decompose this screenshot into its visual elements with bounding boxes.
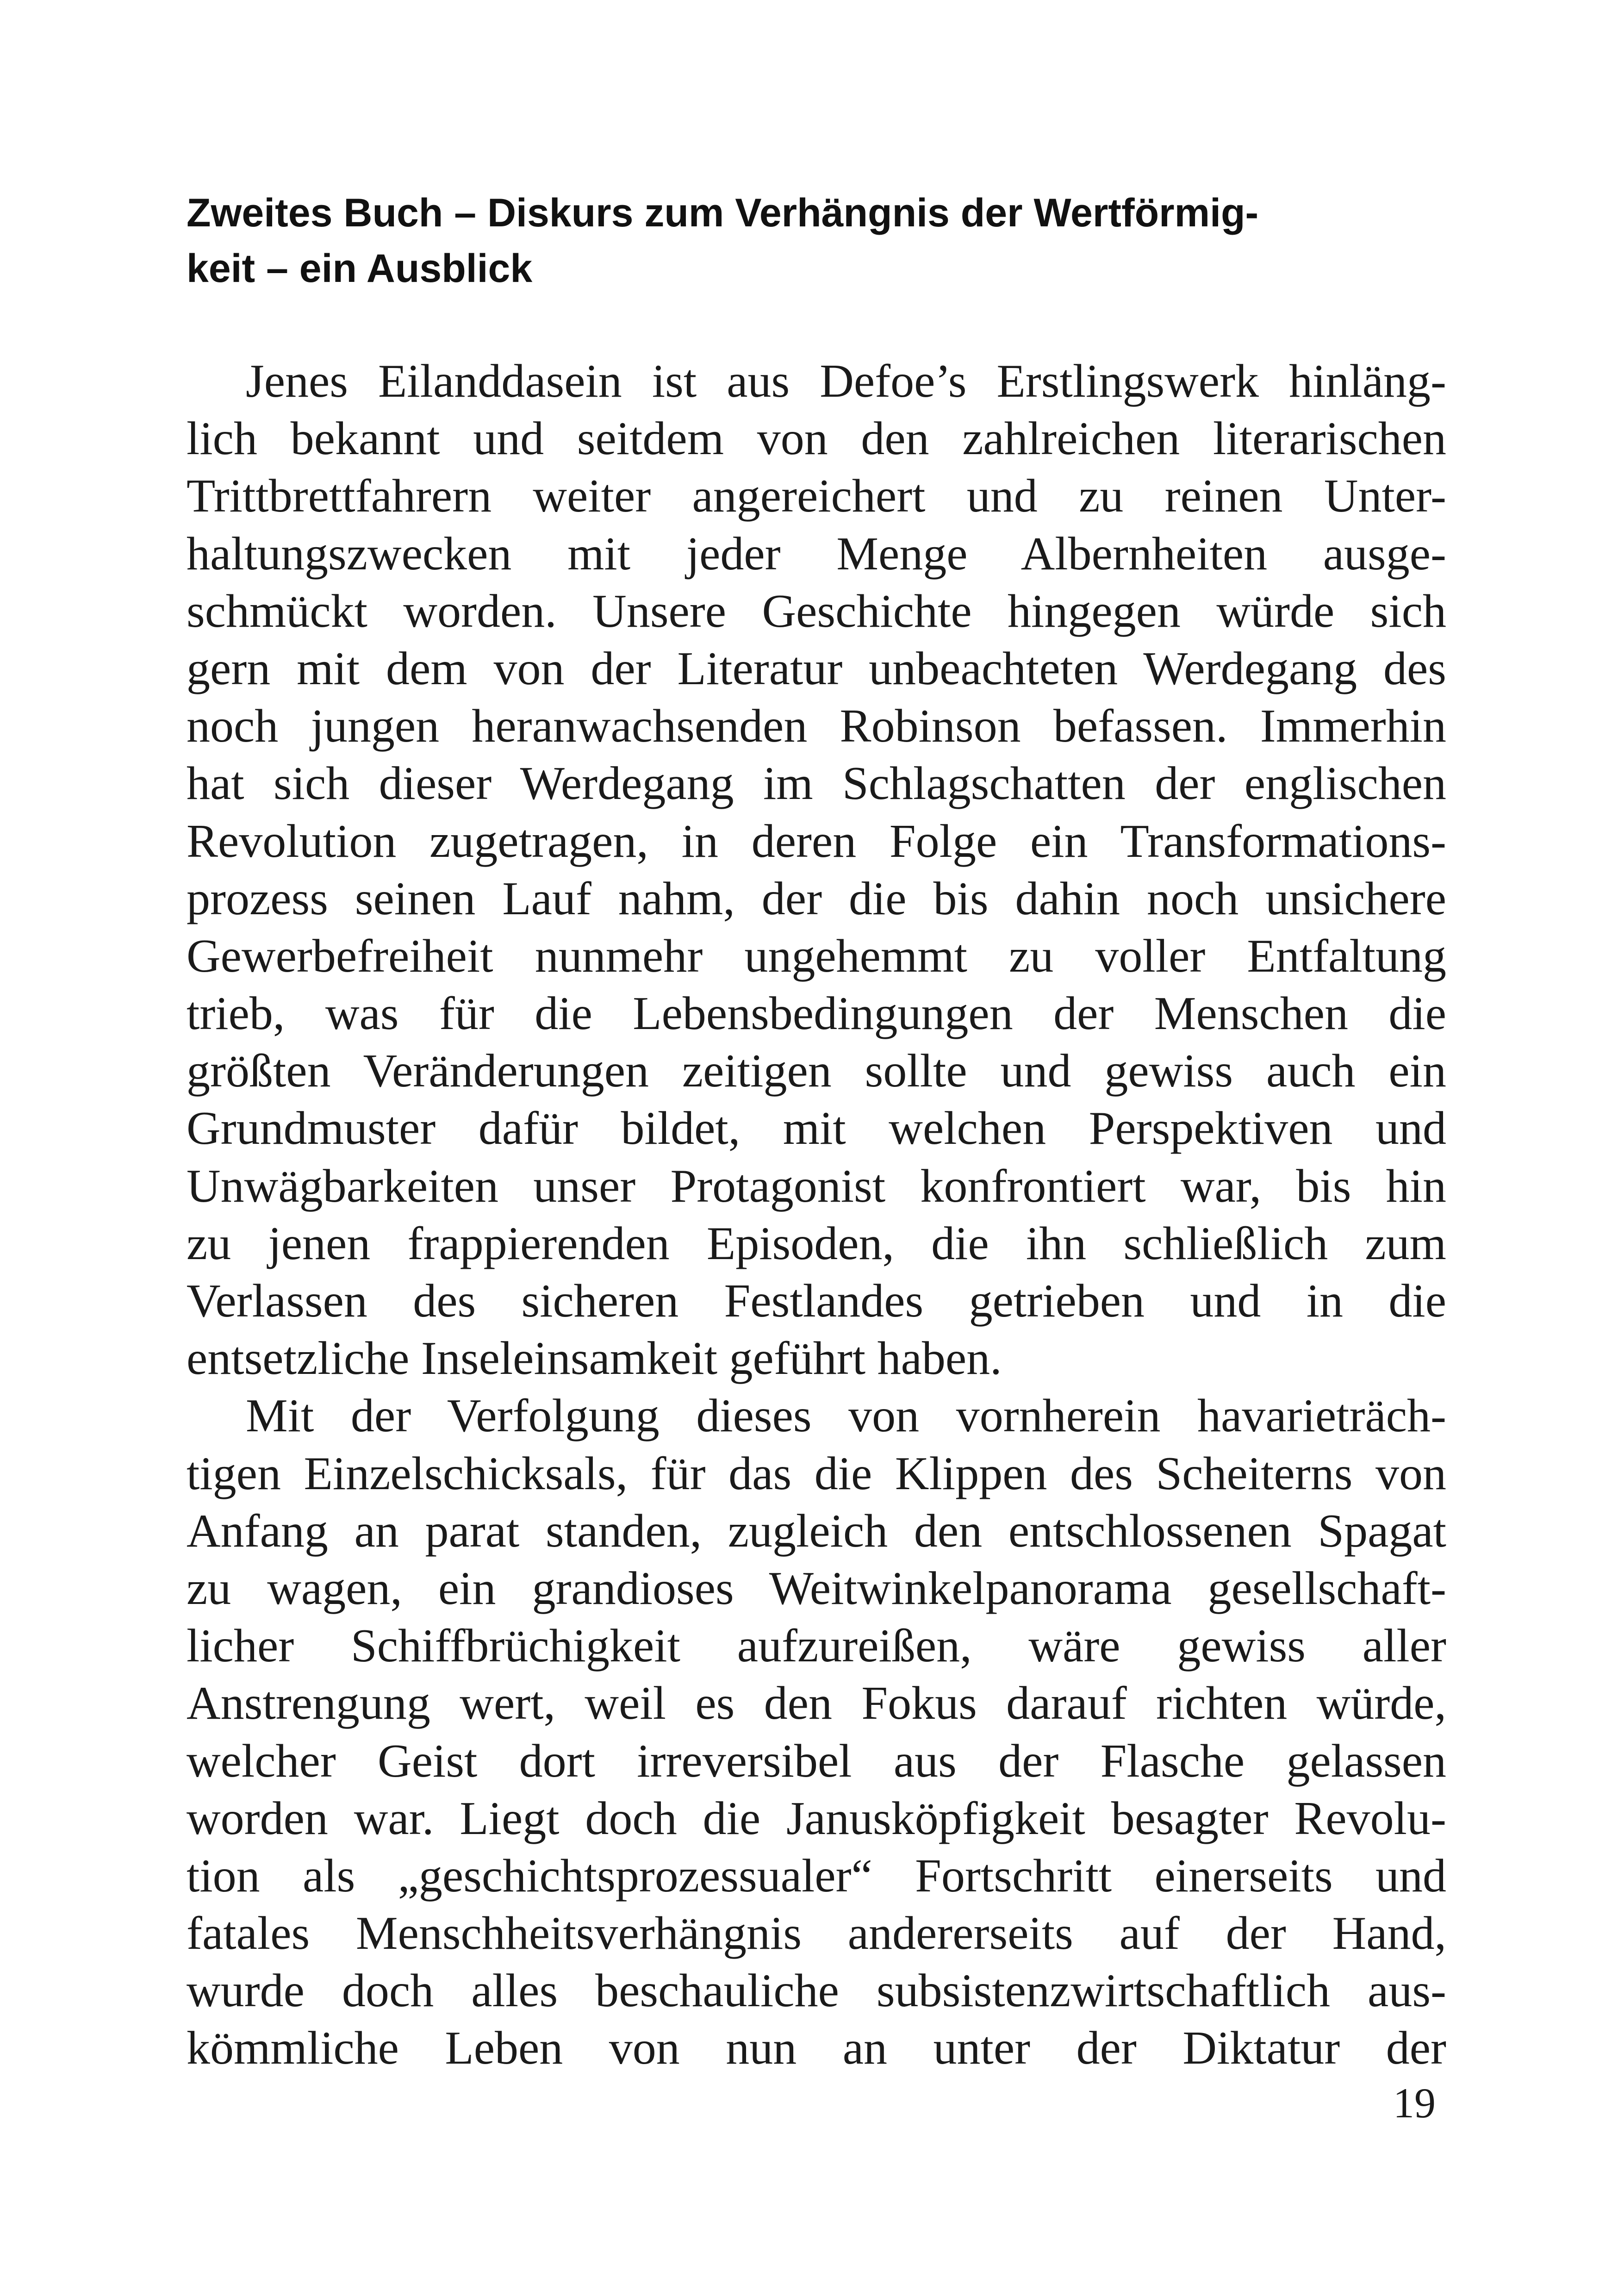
chapter-heading [187,185,1445,296]
text-line: gern mit dem von der Literatur unbeachteten Werdegang des [187,642,1446,695]
text-line: Anstrengung wert, weil es den Fokus darauf richten würde, [187,1677,1446,1730]
text-line: Anfang an parat standen, zugleich den entschlossenen Spagat [187,1504,1446,1557]
text-line: licher Schiffbrüchigkeit aufzureißen, wäre gewiss aller [187,1620,1446,1672]
text-line: größten Veränderungen zeitigen sollte und gewiss auch ein [187,1045,1446,1098]
text-line: noch jungen heranwachsenden Robinson befassen. Immerhin [187,700,1446,753]
text-line: prozess seinen Lauf nahm, der die bis dahin noch unsichere [187,872,1446,925]
heading-line: Zweites Buch – Diskurs zum Verhängnis der Wertförmig- [187,191,1259,235]
text-line: tigen Einzelschicksals, für das die Klippen des Scheiterns von [187,1447,1446,1500]
text-line: Unwägbarkeiten unser Protagonist konfrontiert war, bis hin [187,1160,1446,1212]
text-line: entsetzliche Inseleinsamkeit geführt haben. [187,1332,1002,1385]
heading-line: keit – ein Ausblick [187,246,533,291]
text-line: wurde doch alles beschauliche subsistenzwirtschaftlich aus- [187,1965,1446,2017]
text-line: welcher Geist dort irreversibel aus der Flasche gelassen [187,1734,1446,1787]
paragraph-2 [187,1387,1446,2077]
text-line: Revolution zugetragen, in deren Folge ein Transformations- [187,815,1446,867]
text-line: fatales Menschheitsverhängnis andererseits auf der Hand, [187,1907,1446,1960]
text-line: lich bekannt und seitdem von den zahlreichen literarischen [187,412,1446,465]
text-line: Trittbrettfahrern weiter angereichert und zu reinen Unter- [187,470,1446,523]
text-line: Mit der Verfolgung dieses von vornherein havarieträch- [246,1390,1446,1442]
text-line: zu wagen, ein grandioses Weitwinkelpanorama gesellschaft- [187,1562,1446,1615]
text-line: trieb, was für die Lebensbedingungen der Menschen die [187,987,1446,1040]
text-line: Verlassen des sicheren Festlandes getrieben und in die [187,1275,1446,1327]
body-text [187,353,1446,2078]
page-number: 19 [1393,2079,1436,2127]
text-line: tion als „geschichtsprozessualer“ Fortschritt einerseits und [187,1849,1446,1902]
text-line: Gewerbefreiheit nunmehr ungehemmt zu voller Entfaltung [187,930,1446,982]
text-line: Grundmuster dafür bildet, mit welchen Perspektiven und [187,1102,1446,1155]
text-line: Jenes Eilanddasein ist aus Defoe’s Erstlingswerk hinläng- [246,355,1446,407]
text-line: zu jenen frappierenden Episoden, die ihn schließlich zum [187,1217,1446,1270]
text-line: worden war. Liegt doch die Janusköpfigkeit besagter Revolu- [187,1792,1446,1845]
text-line: kömmliche Leben von nun an unter der Diktatur der [187,2022,1446,2075]
text-line: schmückt worden. Unsere Geschichte hingegen würde sich [187,585,1446,637]
text-line: hat sich dieser Werdegang im Schlagschatten der englischen [187,757,1446,810]
text-line: haltungszwecken mit jeder Menge Albernheiten ausge- [187,527,1446,580]
paragraph-1 [187,353,1446,1387]
